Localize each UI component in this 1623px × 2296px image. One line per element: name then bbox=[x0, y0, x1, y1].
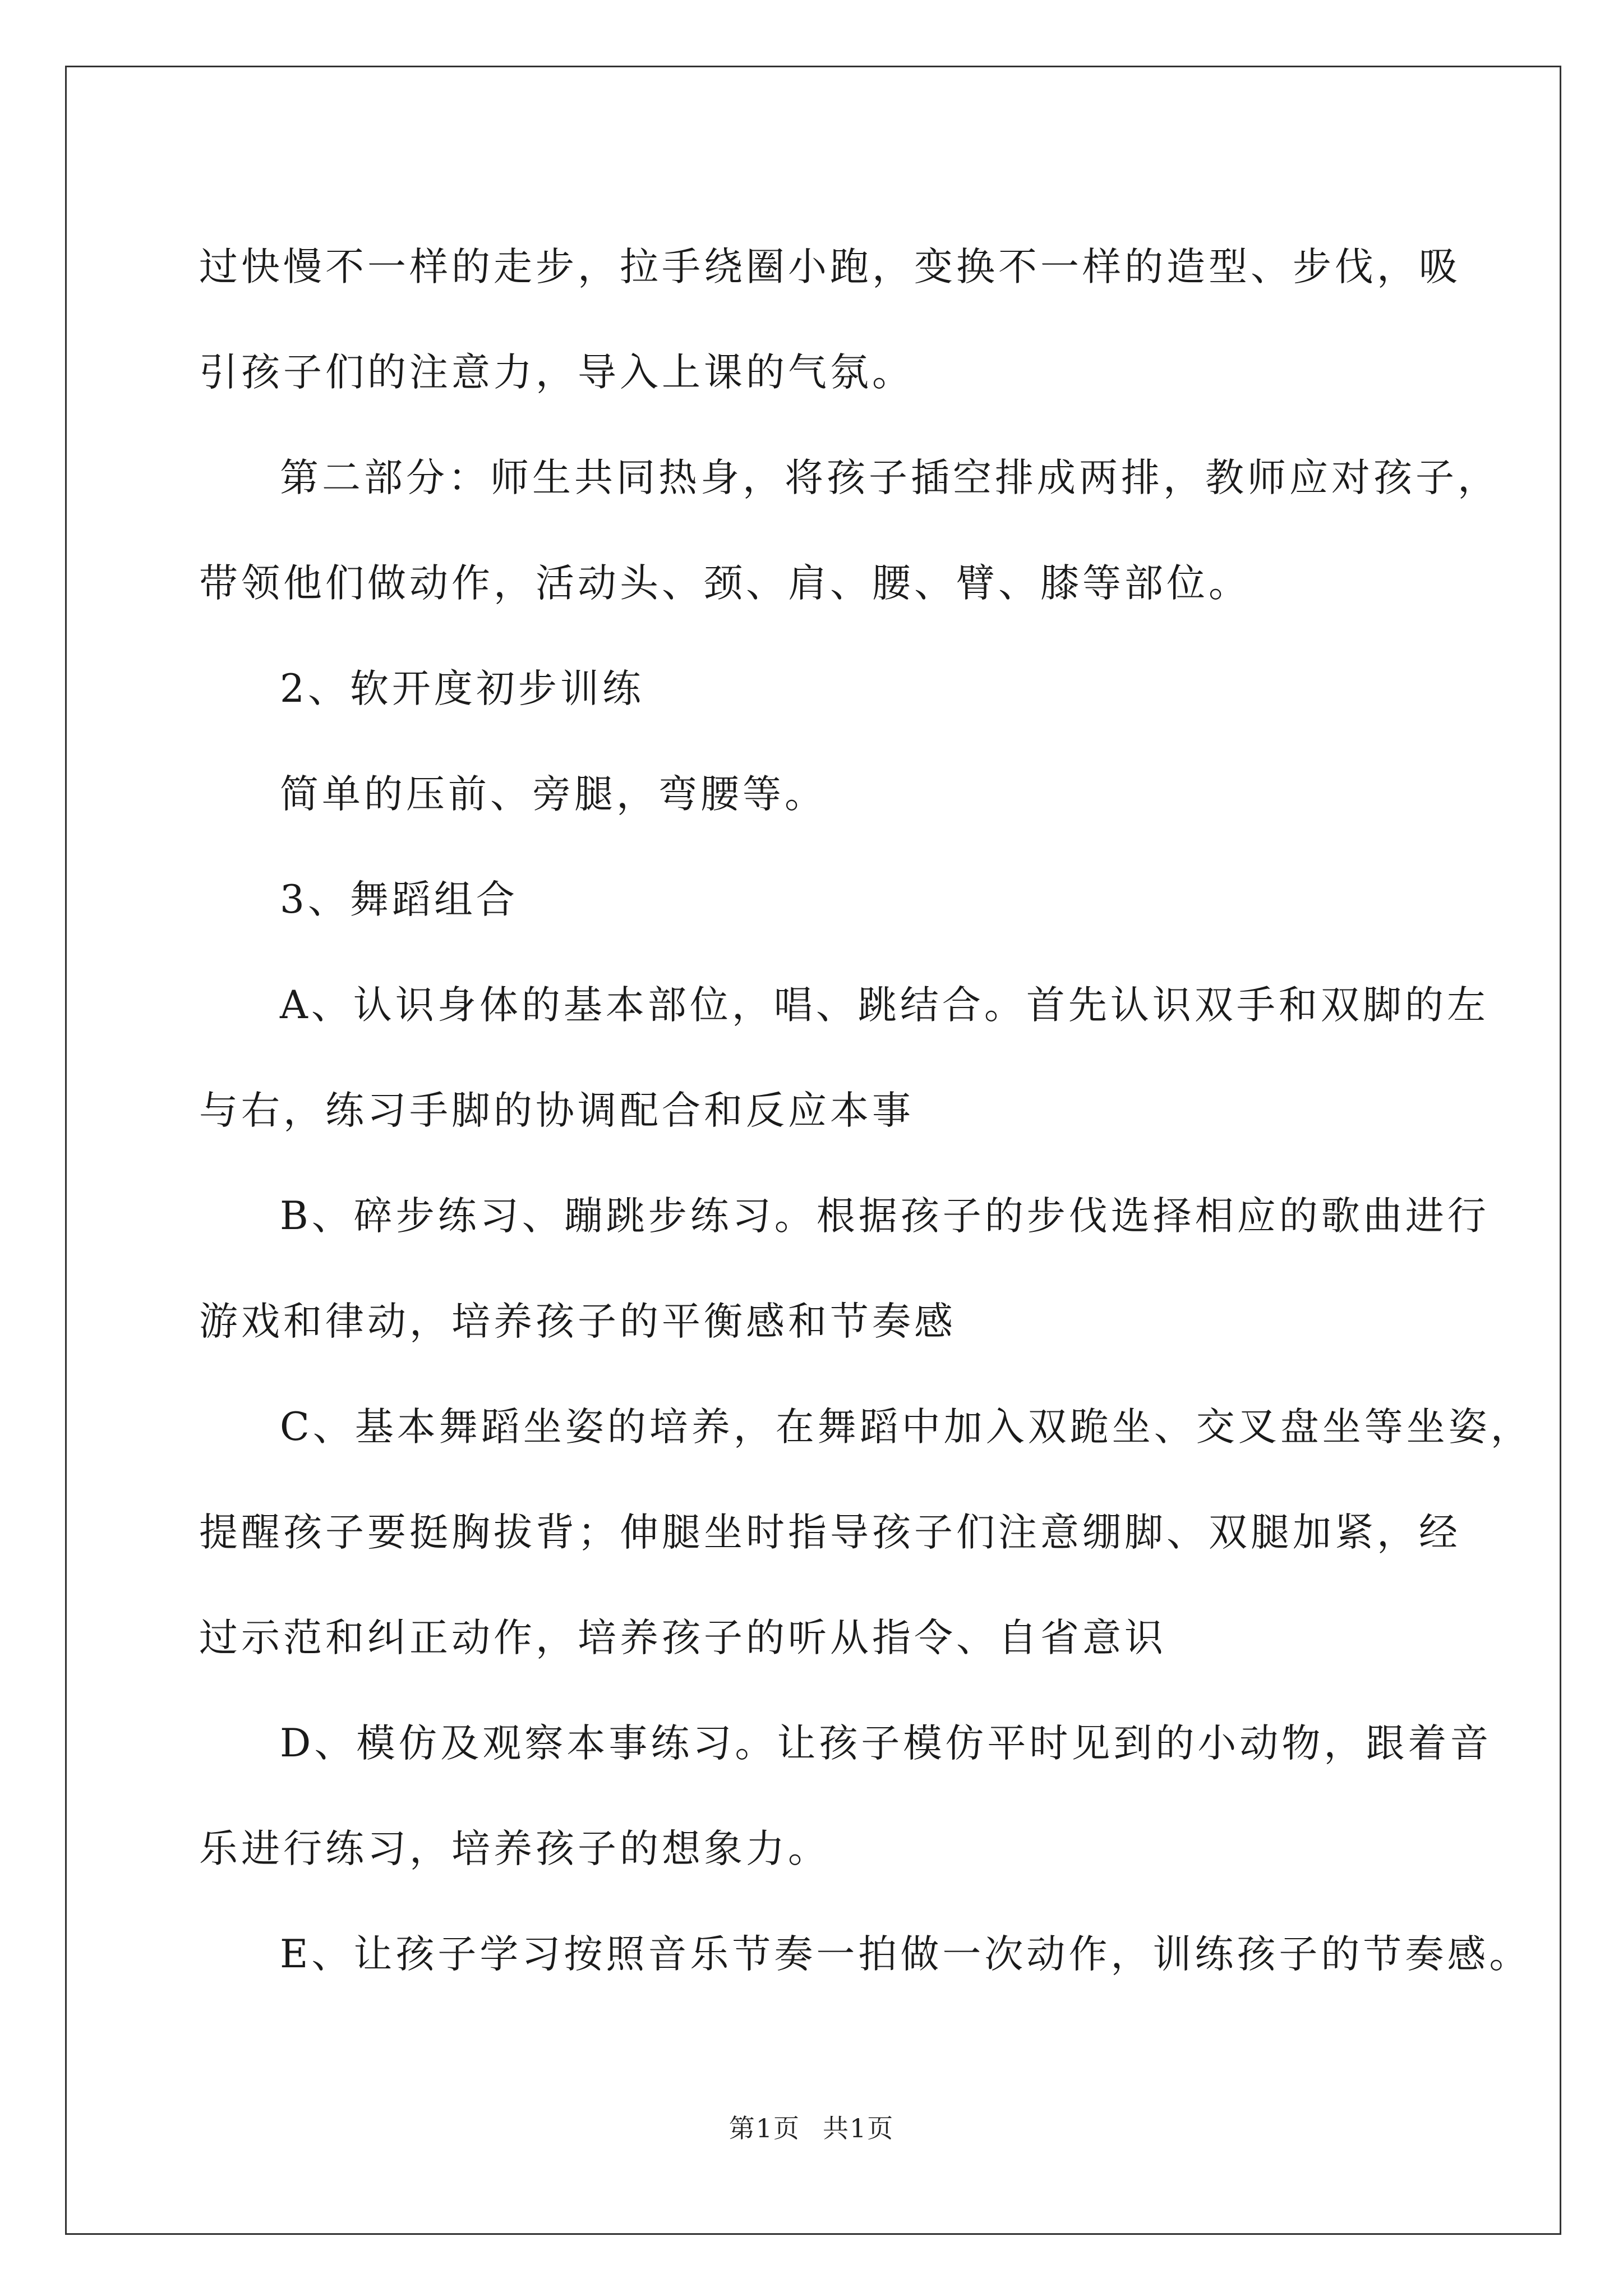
page-number-total: 共1页 bbox=[823, 2113, 895, 2143]
paragraph-line: 简单的压前、旁腿，弯腰等。 bbox=[280, 772, 827, 817]
paragraph-4 bbox=[199, 742, 1438, 847]
paragraph-1 bbox=[199, 214, 1461, 425]
document-body bbox=[199, 214, 1533, 2007]
paragraph-line: A、认识身体的基本部位，唱、跳结合。首先认识双手和双脚的左 bbox=[280, 983, 1489, 1028]
paragraph-line: D、模仿及观察本事练习。让孩子模仿平时见到的小动物，跟着音 bbox=[280, 1721, 1492, 1766]
paragraph-2 bbox=[199, 425, 1500, 636]
page-number-current: 第1页 bbox=[728, 2113, 800, 2143]
paragraph-7 bbox=[199, 1163, 1490, 1374]
paragraph-line: 提醒孩子要挺胸拔背；伸腿坐时指导孩子们注意绷脚、双腿加紧，经 bbox=[199, 1510, 1461, 1555]
paragraph-line: 第二部分：师生共同热身，将孩子插空排成两排，教师应对孩子， bbox=[280, 455, 1500, 500]
page-footer bbox=[0, 2108, 1623, 2145]
paragraph-line: 过快慢不一样的走步，拉手绕圈小跑，变换不一样的造型、步伐，吸 bbox=[199, 245, 1461, 289]
paragraph-3 bbox=[199, 636, 1438, 742]
paragraph-line: 带领他们做动作，活动头、颈、肩、腰、臂、膝等部位。 bbox=[199, 561, 1251, 606]
paragraph-line: 3、舞蹈组合 bbox=[280, 877, 518, 922]
paragraph-10 bbox=[199, 1902, 1532, 2007]
paragraph-line: C、基本舞蹈坐姿的培养，在舞蹈中加入双跪坐、交叉盘坐等坐姿， bbox=[280, 1405, 1533, 1450]
paragraph-6 bbox=[199, 953, 1489, 1163]
paragraph-5 bbox=[199, 847, 1438, 953]
paragraph-9 bbox=[199, 1691, 1492, 1902]
paragraph-line: 乐进行练习，培养孩子的想象力。 bbox=[199, 1826, 830, 1871]
paragraph-line: B、碎步练习、蹦跳步练习。根据孩子的步伐选择相应的歌曲进行 bbox=[280, 1194, 1490, 1239]
paragraph-8 bbox=[199, 1374, 1533, 1691]
paragraph-line: 引孩子们的注意力，导入上课的气氛。 bbox=[199, 350, 914, 395]
paragraph-line: E、让孩子学习按照音乐节奏一拍做一次动作，训练孩子的节奏感。 bbox=[280, 1932, 1532, 1977]
paragraph-line: 2、软开度初步训练 bbox=[280, 666, 644, 711]
paragraph-line: 游戏和律动，培养孩子的平衡感和节奏感 bbox=[199, 1299, 956, 1344]
paragraph-line: 与右，练习手脚的协调配合和反应本事 bbox=[199, 1088, 914, 1133]
paragraph-line: 过示范和纠正动作，培养孩子的听从指令、自省意识 bbox=[199, 1616, 1166, 1660]
